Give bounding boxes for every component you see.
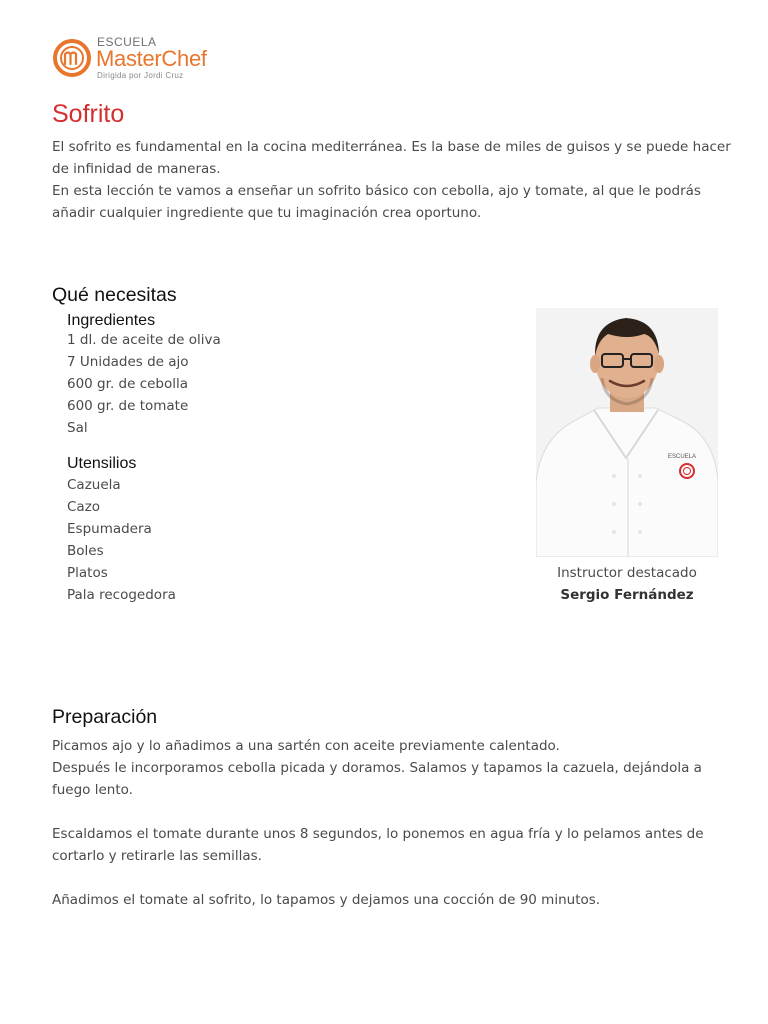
list-item: Espumadera xyxy=(67,521,152,537)
logo-subtitle: Dirigida por Jordi Cruz xyxy=(97,71,184,80)
utensils-heading: Utensilios xyxy=(67,455,137,472)
page-title: Sofrito xyxy=(52,100,125,128)
logo-brand-name: MasterChef xyxy=(96,46,207,71)
list-item: Pala recogedora xyxy=(67,587,176,603)
ingredients-list xyxy=(67,329,221,439)
ingredients-heading: Ingredientes xyxy=(67,312,156,329)
instructor-photo[interactable] xyxy=(536,308,718,557)
list-item: 1 dl. de aceite de oliva xyxy=(67,332,221,348)
ingredients-section xyxy=(67,311,221,439)
list-item: 600 gr. de cebolla xyxy=(67,376,189,392)
preparation-step-3: Escaldamos el tomate durante unos 8 segundos, lo ponemos en agua fría y lo pelamos antes de cortarlo y retirarle las semillas. xyxy=(52,826,704,864)
list-item: Platos xyxy=(67,565,108,581)
list-item: Sal xyxy=(67,420,88,436)
instructor-label: Instructor destacado xyxy=(557,565,697,581)
list-item: 7 Unidades de ajo xyxy=(67,354,189,370)
preparation-step-1: Picamos ajo y lo añadimos a una sartén con aceite previamente calentado. xyxy=(52,738,560,754)
logo-escuela-text: ESCUELA xyxy=(97,35,157,49)
list-item: Cazuela xyxy=(67,477,121,493)
utensils-list xyxy=(67,474,176,606)
masterchef-logo[interactable] xyxy=(52,34,252,82)
jacket-logo-text: ESCUELA xyxy=(668,454,697,460)
list-item: 600 gr. de tomate xyxy=(67,398,189,414)
chef-portrait xyxy=(536,308,718,557)
utensils-section xyxy=(67,454,176,606)
list-item: Cazo xyxy=(67,499,101,515)
intro-text xyxy=(52,136,732,224)
needs-heading: Qué necesitas xyxy=(52,284,177,306)
instructor-name: Sergio Fernández xyxy=(560,587,694,603)
intro-paragraph-1: El sofrito es fundamental en la cocina mediterránea. Es la base de miles de guisos y se puede hacer de infinidad de maneras. xyxy=(52,139,731,177)
masterchef-emblem-icon xyxy=(52,38,92,78)
preparation-text xyxy=(52,735,732,911)
preparation-step-2: Después le incorporamos cebolla picada y doramos. Salamos y tapamos la cazuela, dejándola a fuego lento. xyxy=(52,760,702,798)
intro-paragraph-2: En esta lección te vamos a enseñar un sofrito básico con cebolla, ajo y tomate, al que le podrás añadir cualquier ingrediente que tu imaginación crea oportuno. xyxy=(52,183,701,221)
instructor-caption xyxy=(536,562,718,606)
preparation-step-4: Añadimos el tomate al sofrito, lo tapamos y dejamos una cocción de 90 minutos. xyxy=(52,892,601,908)
preparation-heading: Preparación xyxy=(52,706,158,728)
list-item: Boles xyxy=(67,543,104,559)
